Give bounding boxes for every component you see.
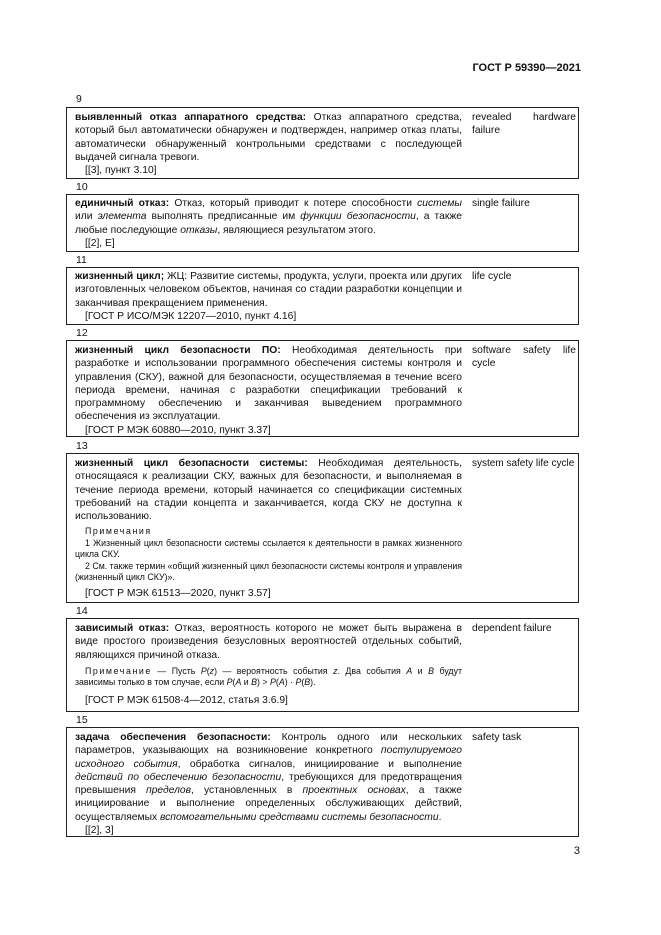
- term-name: единичный отказ:: [75, 198, 170, 209]
- term-name: задача обеспечения безопасности:: [75, 732, 271, 743]
- term-reference: [[3], пункт 3.10]: [85, 165, 157, 177]
- english-term: single failure: [472, 198, 530, 209]
- note-text: 2 См. также термин «общий жизненный цикл безопасности системы контроля и управления (жизненный цикл СКУ)».: [75, 560, 462, 583]
- term-reference: [[2], E]: [85, 237, 115, 249]
- term-definition: Отказ, вероятность которого не может быть выражена в виде простого произведения безусловных вероятностей отдельных событий, являющихся причиной отказа.: [75, 623, 462, 661]
- term-name: выявленный отказ аппаратного средства:: [75, 112, 307, 123]
- entry-number: 10: [76, 181, 88, 193]
- term-entry: [66, 194, 579, 252]
- term-name: жизненный цикл безопасности системы:: [75, 458, 308, 469]
- entry-number: 12: [76, 327, 88, 339]
- term-entry: [66, 727, 579, 837]
- term-name: жизненный цикл безопасности ПО:: [75, 345, 281, 356]
- term-reference: [ГОСТ Р МЭК 61508-4—2012, статья 3.6.9]: [85, 694, 288, 706]
- english-term: dependent failure: [472, 623, 552, 634]
- term-reference: [ГОСТ Р МЭК 61513—2020, пункт 3.57]: [85, 587, 271, 599]
- term-entry: [66, 340, 579, 437]
- term-definition: Отказ, который приводит к потере способности системы или элемента выполнять предписанные им функции безопасности, а также любые последующие отказы, являющиеся результатом этого.: [75, 198, 462, 236]
- term-entry: [66, 267, 579, 325]
- english-term: life cycle: [472, 271, 512, 282]
- entry-number: 13: [76, 440, 88, 452]
- term-definition: Необходимая деятельность при разработке и использовании программного обеспечения системы контроля и управления (СКУ), важной для безопасности, осуществляемая в течение всего периода времени, начиная с разработки спецификации требований к программному обеспечению и заканчивая выведением программного обеспечения из эксплуатации.: [75, 345, 462, 423]
- english-term: software safety life cycle: [472, 345, 576, 370]
- document-code: ГОСТ Р 59390—2021: [472, 62, 581, 74]
- english-term: safety task: [472, 732, 522, 743]
- note-title: Примечание: [85, 665, 152, 676]
- term-reference: [ГОСТ Р МЭК 60880—2010, пункт 3.37]: [85, 424, 271, 436]
- entry-number: 11: [76, 254, 87, 266]
- term-reference: [[2], 3]: [85, 825, 114, 837]
- english-term: revealed hardware failure: [472, 112, 576, 137]
- term-entry: [66, 107, 579, 179]
- term-name: зависимый отказ:: [75, 623, 170, 634]
- term-definition: Необходимая деятельность, относящаяся к реализации СКУ, важных для безопасности, и выполняемая в течение периода времени, который начинается со спецификации системных требований на стадии концепта и заканчивается, когда СКУ не доступна к использованию.: [75, 458, 463, 523]
- entry-number: 9: [76, 93, 82, 105]
- term-definition: Отказ аппаратного средства, который был автоматически обнаружен и подтвержден, например отказ платы, автоматически обнаруженный контрольными средствами с последующей выдачей сигнала тревоги.: [75, 112, 462, 163]
- term-entry: [66, 618, 579, 712]
- entry-number: 14: [76, 605, 88, 617]
- term-entry: [66, 453, 579, 603]
- english-term: system safety life cycle: [472, 458, 575, 469]
- page-number: 3: [573, 845, 580, 857]
- term-definition: Контроль одного или нескольких параметров, указывающих на возникновение конкретного постулируемого исходного события, обработка сигналов, инициирование и выполнение действий по обеспечению безопасности, требующихся для предотвращения превышения пределов, установленных в проектных основах, а также инициирование и выполнение определенных обслуживающих действий, осуществляемых вспомогательными средствами системы безопасности.: [75, 732, 463, 823]
- term-definition: ЖЦ: Развитие системы, продукта, услуги, проекта или других изготовленных человеком объектов, начиная со стадии разработки концепции и заканчивая прекращением применения.: [75, 271, 462, 309]
- note-title: Примечания: [85, 526, 152, 537]
- entry-number: 15: [76, 714, 88, 726]
- term-name: жизненный цикл;: [75, 271, 165, 282]
- note-text: — Пусть P(z) — вероятность события z. Два события A и B будут зависимы только в том случае, если P(A и B) > P(A) · P(B).: [75, 665, 462, 688]
- note-text: 1 Жизненный цикл безопасности системы ссылается к деятельности в рамках жизненного цикла СКУ.: [75, 537, 462, 560]
- term-reference: [ГОСТ Р ИСО/МЭК 12207—2010, пункт 4.16]: [85, 310, 297, 322]
